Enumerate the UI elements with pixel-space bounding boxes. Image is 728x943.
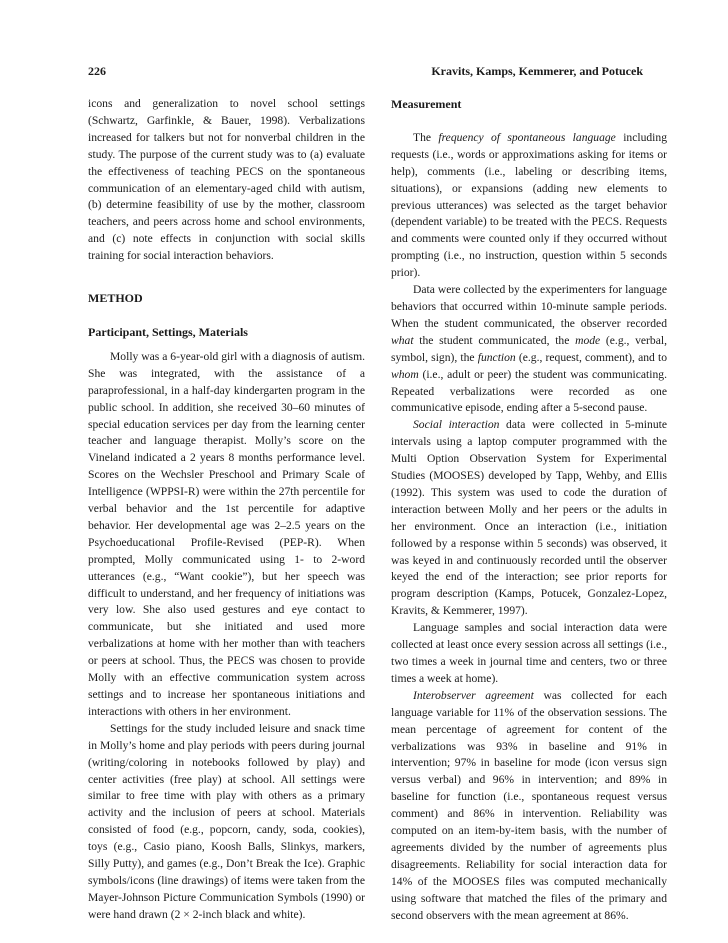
participant-subheading: Participant, Settings, Materials xyxy=(88,324,248,339)
social-interaction-term: Social interaction xyxy=(413,418,500,432)
measurement-heading: Measurement xyxy=(391,97,462,111)
right-column xyxy=(391,96,667,925)
intro-paragraph: icons and generalization to novel school settings (Schwartz, Garfinkle, & Bauer, 1998). Verbalizations increased for talkers but not for nonverbal children in the study. The purpose of the current study was to (a) evaluate the effectiveness of teaching PECS on the spontaneous communication of an elementary-aged child with autism, (b) determine feasibility of use by the mother, classroom teachers, and peers across home and school environments, and (c) note effects in conjunction with social skills training for social interaction behaviors. xyxy=(88,97,365,263)
participant-paragraph: Molly was a 6-year-old girl with a diagnosis of autism. She was integrated, with the assistance of a paraprofessional, in a half-day kindergarten program in the public school. In addition, she received 30–60 minutes of special education services per day from the learning center teacher and language therapist. Molly’s score on the Vineland indicated a 2 years 8 months performance level. Scores on the Wechsler Preschool and Primary Scale of Intelligence (WPPSI-R) were within the 27th percentile for verbal behavior and the 1st percentile for adaptive behavior. Her developmental age was 2–2.5 years on the Psychoeducational Profile-Revised (PEP-R). When prompted, Molly communicated using 1- to 2-word utterances (e.g., “Want cookie”), but her speech was difficult to understand, and her frequency of initiations was very low. She also used gestures and eye contact to communicate, but she initiated and used more verbalizations at home with her mother than with teachers or peers at school. Thus, the PECS was chosen to provide Molly with an effective communication system across settings and to increase her spontaneous initiations and interactions with others in her environment. xyxy=(88,349,365,718)
method-heading: METHOD xyxy=(88,291,143,306)
social-interaction-paragraph: Social interaction data were collected in 5-minute intervals using a laptop computer programmed with the Multi Option Observation System for Experimental Studies (MOOSES) developed by Tapp, Wehby, and Ellis (1992). This system was used to code the duration of interaction between Molly and her peers or the adults in her environment. Once an interaction (i.e., initiation followed by a response within 5 seconds) was observed, it was keyed in and continuously recorded until the observer keyed the end of the interaction; see prior reports for program description (Kamps, Potucek, Gonzalez-Lopez, Kravits, & Kemmerer, 1997). xyxy=(391,418,667,618)
interobserver-paragraph: Interobserver agreement was collected for each language variable for 11% of the observation sessions. The mean percentage of agreement for content of the verbalizations was 93% in baseline and 91% in intervention; 97% in baseline for mode (icon versus sign versus verbal) and 96% in intervention; and 89% in baseline for function (i.e., spontaneous request versus comment) and 86% in intervention. Reliability was computed on an item-by-item basis, with the number of agreements divided by the number of agreements plus disagreements. Reliability for social interaction data for 14% of the MOOSES files was computed mechanically using software that matched the files of the primary and second observers with the mean agreement at 86%. xyxy=(391,688,668,922)
running-header-authors: Kravits, Kamps, Kemmerer, and Potucek xyxy=(431,64,643,78)
page-number: 226 xyxy=(88,64,106,78)
left-column xyxy=(88,96,365,924)
interobserver-term: Interobserver agreement xyxy=(413,688,534,702)
data-collection-paragraph: Data were collected by the experimenters for language behaviors that occurred within 10-minute sample periods. When the student communicated, the observer recorded what the student communicated, the mode (e.g., verbal, symbol, sign), the function (e.g., request, comment), and to whom (i.e., adult or peer) the student was communicating. Repeated verbalizations were recorded as one communicative episode, ending after a 5-second pause. xyxy=(391,283,667,415)
running-header xyxy=(88,64,643,84)
settings-paragraph: Settings for the study included leisure and snack time in Molly’s home and play periods with peers during journal (writing/coloring in notebooks followed by play) and center activities (free play) at school. All settings were similar to free time with play with others as a primary activity and the inclusion of peers at school. Materials consisted of food (e.g., popcorn, candy, soda, cookies), toys (e.g., Casio piano, Koosh Balls, Slinkys, markers, Silly Putty), and games (e.g., Don’t Break the Ice). Graphic symbols/icons (line drawings) of items were taken from the Mayer-Johnson Picture Communication Symbols (1990) or were hand drawn (2 × 2-inch black and white). xyxy=(88,721,365,921)
frequency-term: frequency of spontaneous language xyxy=(438,130,616,144)
frequency-paragraph: The frequency of spontaneous language including requests (i.e., words or approximations asking for items or help), comments (i.e., labeling or describing items, situations), or expansions (adding new elements to previous utterances) was selected as the target behavior (dependent variable) to be treated with the PECS. Requests and comments were counted only if they occurred without prompting (i.e., no instruction, question within 5 seconds prior). xyxy=(391,130,667,280)
samples-paragraph: Language samples and social interaction data were collected at least once every session across all settings (i.e., two times a week in journal time and centers, two or three times a week at home). xyxy=(391,621,667,685)
